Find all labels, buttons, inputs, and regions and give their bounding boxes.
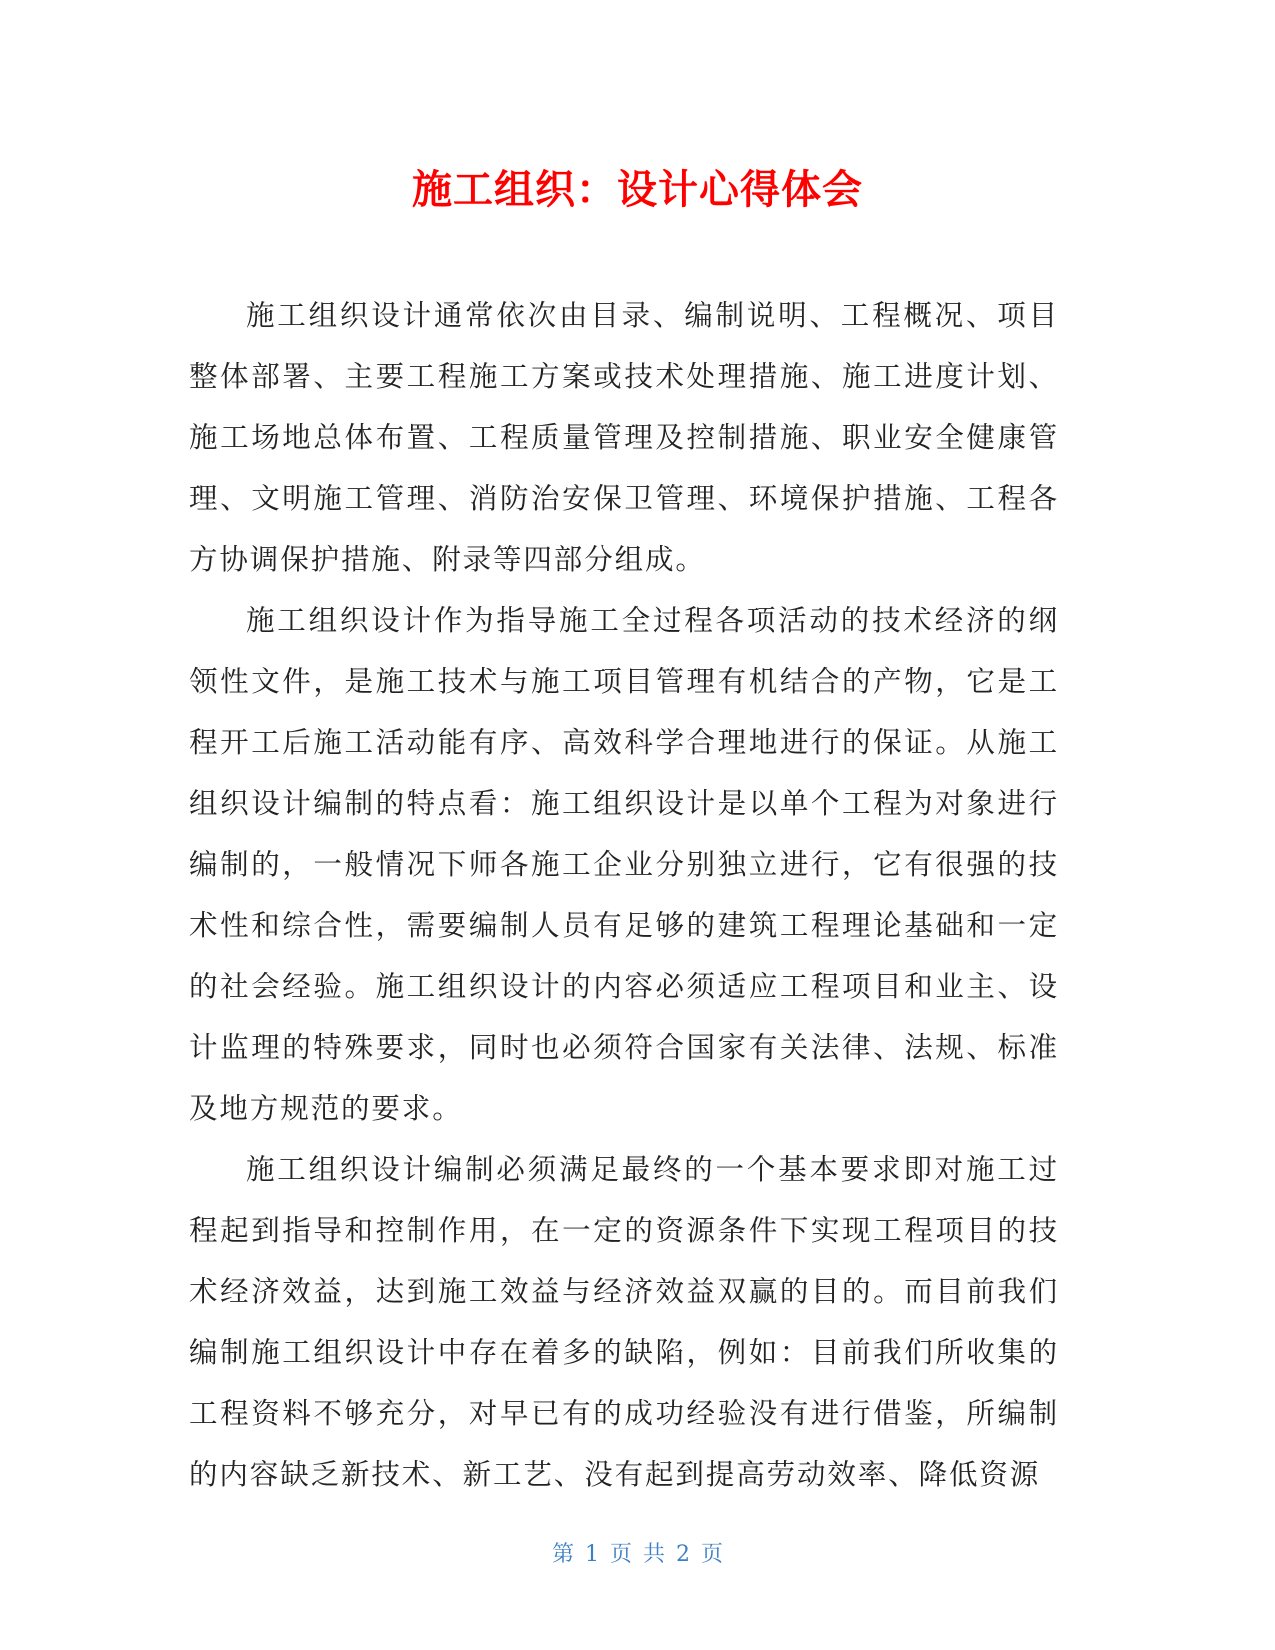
page-number-footer: 第 1 页 共 2 页 [552, 1542, 723, 1567]
document-title: 施工组织：设计心得体会 [412, 167, 863, 213]
paragraph-2: 施工组织设计作为指导施工全过程各项活动的技术经济的纲领性文件，是施工技术与施工项目管理有机结合的产物，它是工程开工后施工活动能有序、高效科学合理地进行的保证。从施工组织设计编制的特点看：施工组织设计是以单个工程为对象进行编制的，一般情况下师各施工企业分别独立进行，它有很强的技术性和综合性，需要编制人员有足够的建筑工程理论基础和一定的社会经验。施工组织设计的内容必须适应工程项目和业主、设计监理的特殊要求，同时也必须符合国家有关法律、法规、标准及地方规范的要求。 [189, 604, 1059, 1125]
document-body [189, 285, 1059, 1505]
paragraph-3: 施工组织设计编制必须满足最终的一个基本要求即对施工过程起到指导和控制作用，在一定的资源条件下实现工程项目的技术经济效益，达到施工效益与经济效益双赢的目的。而目前我们编制施工组织设计中存在着多的缺陷，例如：目前我们所收集的工程资料不够充分，对早已有的成功经验没有进行借鉴，所编制的内容缺乏新技术、新工艺、没有起到提高劳动效率、降低资源 [189, 1153, 1059, 1491]
paragraph-1: 施工组织设计通常依次由目录、编制说明、工程概况、项目整体部署、主要工程施工方案或技术处理措施、施工进度计划、施工场地总体布置、工程质量管理及控制措施、职业安全健康管理、文明施工管理、消防治安保卫管理、环境保护措施、工程各方协调保护措施、附录等四部分组成。 [189, 299, 1059, 576]
